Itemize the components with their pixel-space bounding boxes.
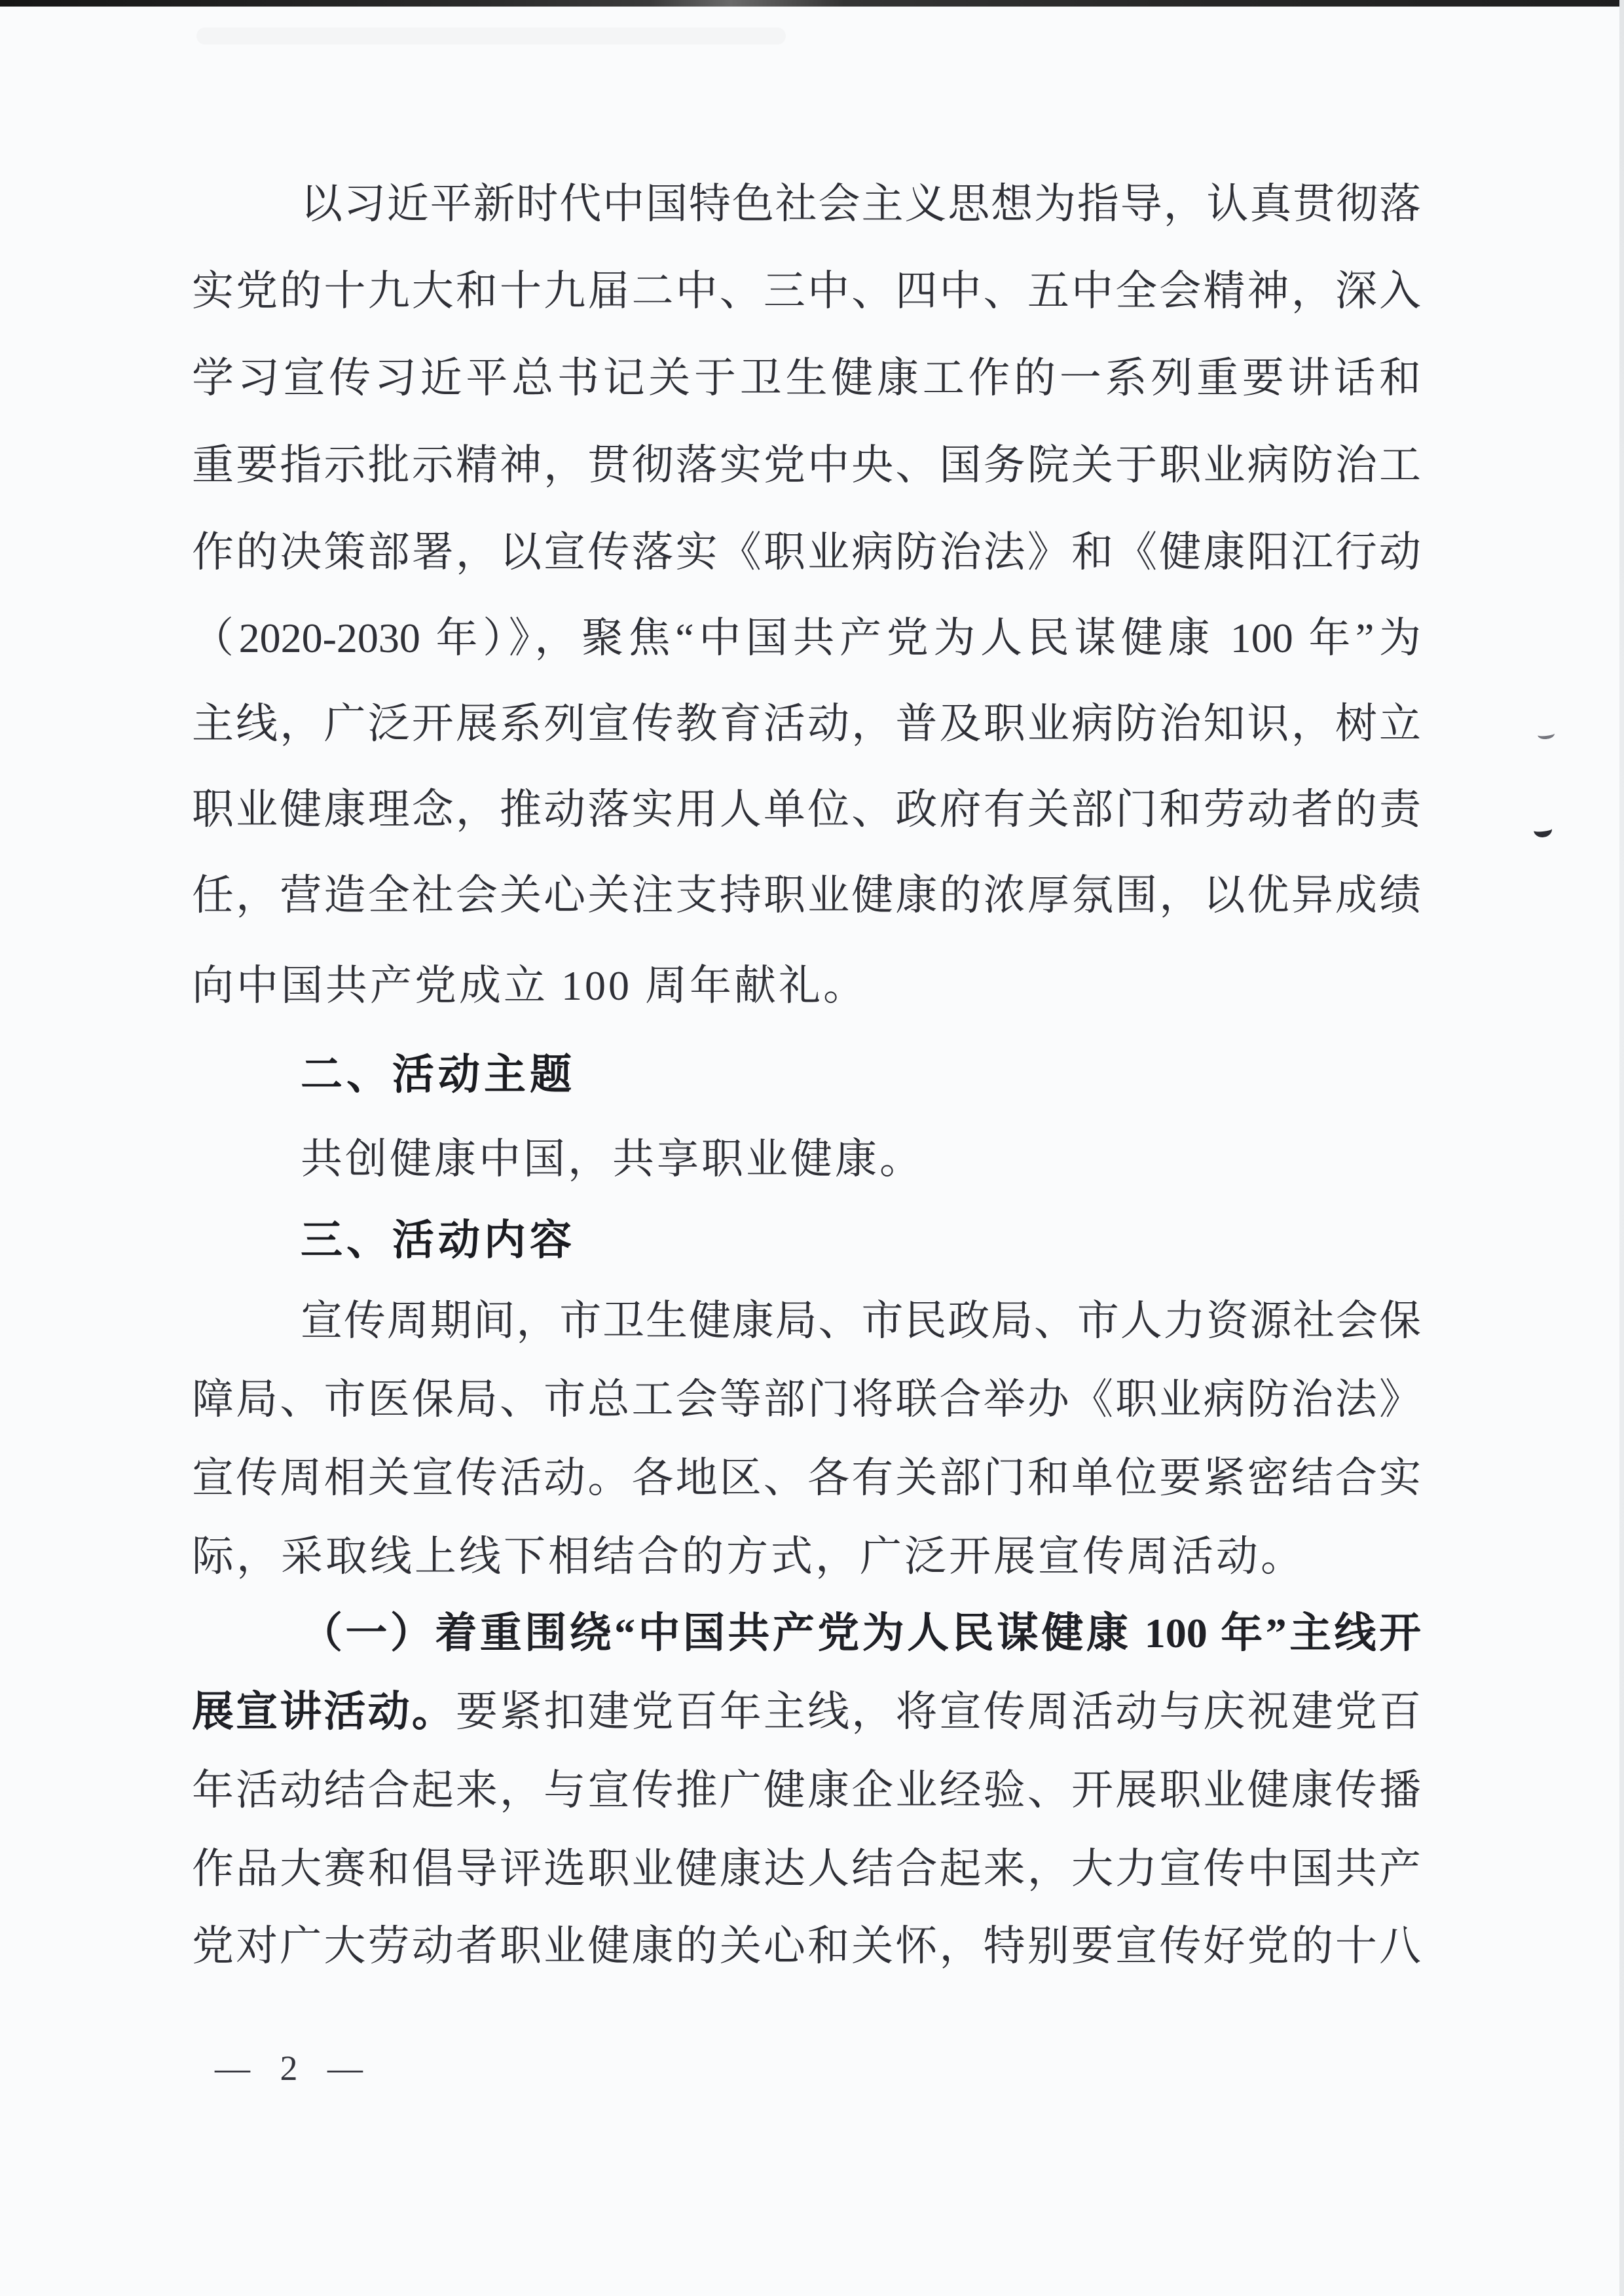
paragraph-line: 主线，广泛开展系列宣传教育活动，普及职业病防治知识，树立 — [192, 701, 1421, 747]
paragraph-text: 要紧扣建党百年主线，将宣传周活动与庆祝建党百 — [455, 1688, 1421, 1735]
ink-smudge-artifact — [1533, 822, 1553, 839]
paragraph-line: 实党的十九大和十九届二中、三中、四中、五中全会精神，深入 — [192, 268, 1421, 314]
paragraph-line: 职业健康理念，推动落实用人单位、政府有关部门和劳动者的责 — [192, 786, 1421, 833]
paragraph-line: 作的决策部署，以宣传落实《职业病防治法》和《健康阳江行动 — [192, 529, 1421, 575]
scan-top-edge-artifact — [0, 0, 1624, 7]
paragraph-line: 障局、市医保局、市总工会等部门将联合举办《职业病防治法》 — [192, 1376, 1421, 1423]
heading-activity-theme: 二、活动主题 — [301, 1051, 576, 1098]
paragraph-line: （2020-2030 年）》，聚焦“中国共产党为人民谋健康 100 年”为 — [192, 615, 1421, 661]
scan-right-edge-artifact — [1619, 0, 1624, 2296]
page-number: — 2 — — [215, 2049, 373, 2088]
paragraph-line: 重要指示批示精神，贯彻落实党中央、国务院关于职业病防治工 — [192, 442, 1421, 488]
activity-theme-text: 共创健康中国，共享职业健康。 — [301, 1136, 924, 1182]
paragraph-line: 任，营造全社会关心关注支持职业健康的浓厚氛围，以优异成绩 — [192, 872, 1421, 919]
subitem-1-bold-continuation: 展宣讲活动。 — [192, 1688, 456, 1735]
ink-smudge-artifact — [1537, 729, 1555, 740]
scan-streak-artifact — [196, 27, 786, 45]
paragraph-line: 党对广大劳动者职业健康的关心和关怀，特别要宣传好党的十八 — [192, 1923, 1421, 1969]
paragraph-line: 以习近平新时代中国特色社会主义思想为指导，认真贯彻落 — [301, 181, 1421, 227]
paragraph-last-line: 向中国共产党成立 100 周年献礼。 — [192, 962, 868, 1009]
paragraph-line: 学习宣传习近平总书记关于卫生健康工作的一系列重要讲话和 — [192, 355, 1421, 401]
paragraph-last-line: 际，采取线上线下相结合的方式，广泛开展宣传周活动。 — [192, 1533, 1305, 1580]
subitem-1-bold-line: （一）着重围绕“中国共产党为人民谋健康 100 年”主线开 — [301, 1610, 1421, 1656]
heading-activity-content: 三、活动内容 — [301, 1216, 576, 1264]
paragraph-line: 年活动结合起来，与宣传推广健康企业经验、开展职业健康传播 — [192, 1767, 1421, 1813]
paragraph-line: 宣传周相关宣传活动。各地区、各有关部门和单位要紧密结合实 — [192, 1455, 1421, 1501]
paragraph-line: 作品大赛和倡导评选职业健康达人结合起来，大力宣传中国共产 — [192, 1846, 1421, 1892]
paragraph-line: 宣传周期间，市卫生健康局、市民政局、市人力资源社会保 — [301, 1298, 1421, 1344]
paragraph-line — [192, 1690, 1421, 1734]
